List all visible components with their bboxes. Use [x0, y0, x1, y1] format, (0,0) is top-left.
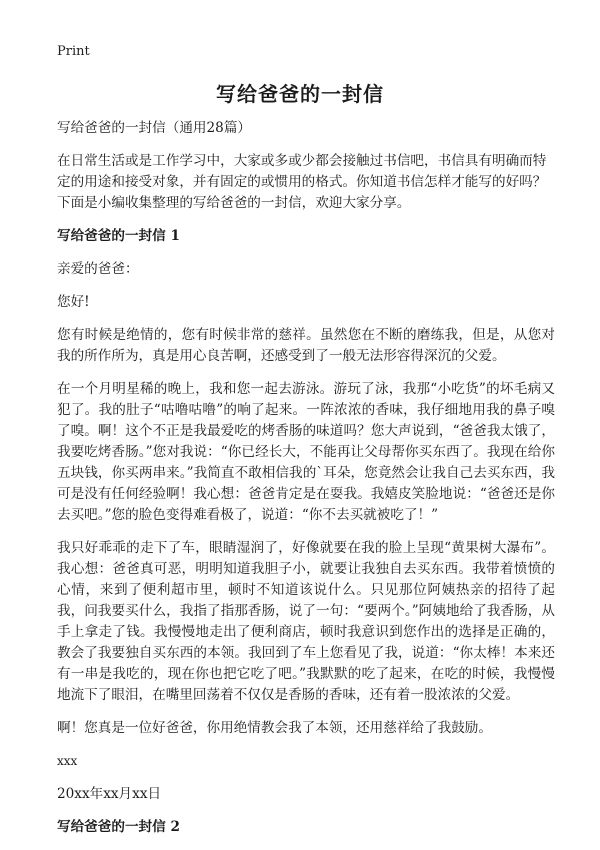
document-body [57, 118, 555, 850]
document-title: 写给爸爸的一封信 [216, 82, 384, 106]
document-subtitle: 写给爸爸的一封信（通用28篇） [57, 120, 252, 136]
letter-1-salutation: 亲爱的爸爸： [57, 261, 139, 277]
letter-1-paragraph: 我只好乖乖的走下了车，眼睛湿润了，好像就要在我的脸上呈现“黄果树大瀑布”。我心想：爸爸真可恶，明明知道我胆子小，就要让我独自去买东西。我带着愤愤的心情，来到了便利超市里，顿时不知道该说什么。只见那位阿姨热亲的招待了起我，问我要买什么，我指了指那香肠，说了一句：“要两个。”阿姨地给了我香肠，从手上拿走了钱。我慢慢地走出了便利商店，顿时我意识到您作出的选择是正确的，教会了我要独自买东西的本领。我回到了车上您看见了我，说道：“你太棒！本来还有一串是我吃的，现在你也把它吃了吧。”我默默的吃了起来，在吃的时候，我慢慢地流下了眼泪，在嘴里回荡着不仅仅是香肠的香味，还有着一股浓浓的父爱。 [57, 540, 555, 703]
letter-1-signature: xxx [57, 754, 78, 768]
letter-1-greeting: 您好! [57, 294, 90, 310]
letter-1-paragraph: 在一个月明星稀的晚上，我和您一起去游泳。游玩了泳，我那“小吃货”的坏毛病又犯了。我的肚子“咕噜咕噜”的响了起来。一阵浓浓的香味，我仔细地用我的鼻子嗅了嗅。啊！这个不正是我最爱吃的烤香肠的味道吗？您大声说到，“爸爸我太饿了，我要吃烤香肠。”您对我说：“你已经长大，不能再让父母帮你买东西了。我现在给你五块钱，你买两串来。”我简直不敢相信我的`耳朵，您竟然会让我自己去买东西，我可是没有任何经验啊！我心想：爸爸肯定是在耍我。我嬉皮笑脸地说：“爸爸还是你去买吧。”您的脸色变得难看极了，说道：“你不去买就被吃了！” [57, 381, 555, 523]
intro-paragraph: 在日常生活或是工作学习中，大家或多或少都会接触过书信吧，书信具有明确而特定的用途和接受对象，并有固定的或惯用的格式。你知道书信怎样才能写的好吗？下面是小编收集整理的写给爸爸的一封信，欢迎大家分享。 [57, 153, 547, 211]
print-link[interactable]: Print [57, 44, 90, 59]
letter-1-paragraph: 您有时候是绝情的，您有时候非常的慈祥。虽然您在不断的磨练我，但是，从您对我的所作所为，真是用心良苦啊，还感受到了一般无法形容得深沉的父爱。 [57, 327, 555, 364]
letter-2-heading: 写给爸爸的一封信 2 [57, 819, 180, 835]
letter-1-date: 20xx年xx月xx日 [57, 786, 162, 802]
letter-1-paragraph: 啊！您真是一位好爸爸，你用绝情教会我了本领，还用慈祥给了我鼓励。 [57, 720, 492, 736]
letter-1-heading: 写给爸爸的一封信 1 [57, 228, 180, 244]
